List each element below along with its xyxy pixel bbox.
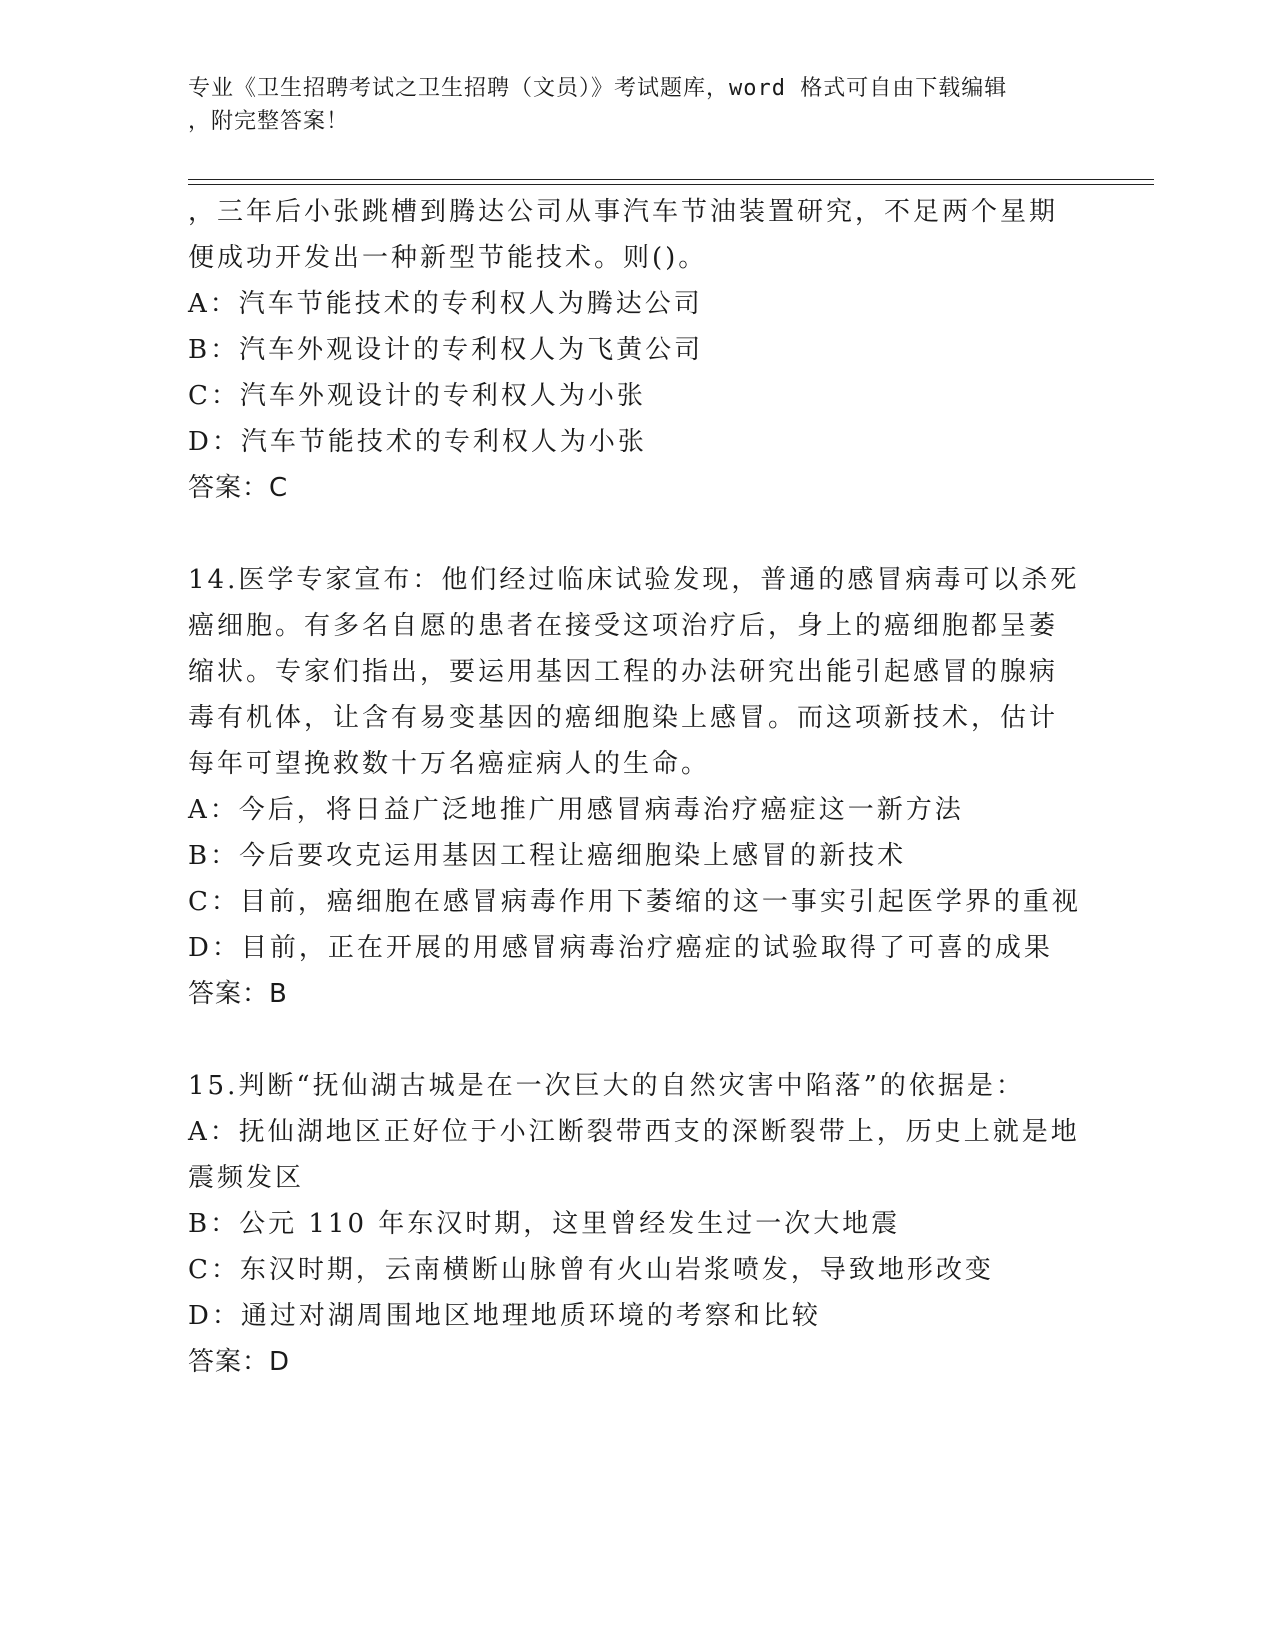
answer-line: 答案：B: [188, 979, 288, 1009]
option-a: A：今后，将日益广泛地推广用感冒病毒治疗癌症这一新方法: [188, 795, 964, 825]
question-spacer: [188, 511, 1088, 557]
option-a: A：抚仙湖地区正好位于小江断裂带西支的深断裂带上，历史上就是地: [188, 1117, 1080, 1147]
question-stem: 癌细胞。有多名自愿的患者在接受这项治疗后，身上的癌细胞都呈萎: [188, 611, 1059, 641]
question-14: [188, 557, 1088, 1017]
header-line: 专业《卫生招聘考试之卫生招聘（文员）》考试题库，word 格式可自由下载编辑: [188, 76, 1008, 101]
option-a: A：汽车节能技术的专利权人为腾达公司: [188, 289, 703, 319]
question-stem: 每年可望挽救数十万名癌症病人的生命。: [188, 749, 711, 779]
question-stem: 15.判断“抚仙湖古城是在一次巨大的自然灾害中陷落”的依据是：: [188, 1071, 1025, 1101]
option-b: B：汽车外观设计的专利权人为飞黄公司: [188, 335, 704, 365]
header-divider: [188, 184, 1154, 185]
answer-line: 答案：D: [188, 1347, 291, 1377]
question-stem: ，三年后小张跳槽到腾达公司从事汽车节油装置研究，不足两个星期: [188, 197, 1059, 227]
answer-line: 答案：C: [188, 473, 289, 503]
question-stem: 便成功开发出一种新型节能技术。则()。: [188, 243, 708, 273]
option-c: C：目前，癌细胞在感冒病毒作用下萎缩的这一事实引起医学界的重视: [188, 887, 1081, 917]
option-b: B：今后要攻克运用基因工程让癌细胞染上感冒的新技术: [188, 841, 907, 871]
document-header: [188, 72, 1088, 138]
question-stem: 14.医学专家宣布：他们经过临床试验发现，普通的感冒病毒可以杀死: [188, 565, 1080, 595]
question-spacer: [188, 1017, 1088, 1063]
question-stem: 缩状。专家们指出，要运用基因工程的办法研究出能引起感冒的腺病: [188, 657, 1059, 687]
question-13: [188, 189, 1088, 511]
question-stem: 毒有机体，让含有易变基因的癌细胞染上感冒。而这项新技术，估计: [188, 703, 1059, 733]
option-c: C：汽车外观设计的专利权人为小张: [188, 381, 646, 411]
option-d: D：目前，正在开展的用感冒病毒治疗癌症的试验取得了可喜的成果: [188, 933, 1053, 963]
option-c: C：东汉时期，云南横断山脉曾有火山岩浆喷发，导致地形改变: [188, 1255, 994, 1285]
option-a-continued: 震频发区: [188, 1163, 305, 1193]
question-15: [188, 1063, 1088, 1385]
header-line: ，附完整答案！: [188, 109, 350, 134]
question-list: [188, 189, 1088, 1385]
option-b: B：公元 110 年东汉时期，这里曾经发生过一次大地震: [188, 1209, 901, 1239]
option-d: D：通过对湖周围地区地理地质环境的考察和比较: [188, 1301, 821, 1331]
option-d: D：汽车节能技术的专利权人为小张: [188, 427, 647, 457]
header-divider: [188, 179, 1154, 180]
